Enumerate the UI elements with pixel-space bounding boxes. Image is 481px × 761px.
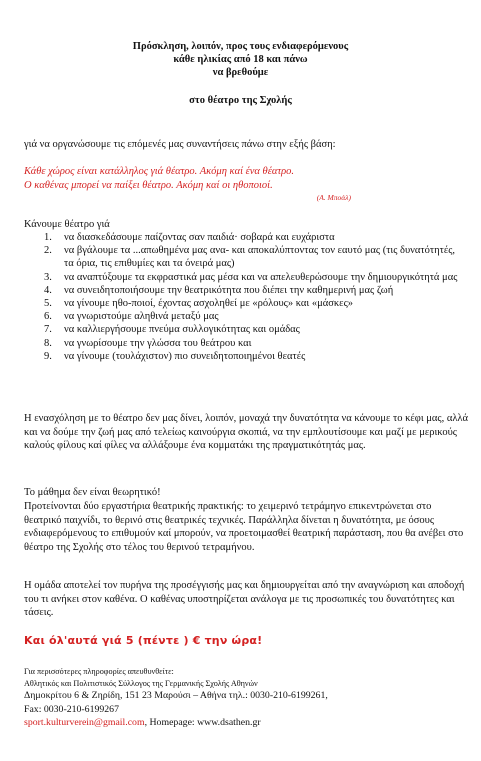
list-item-number: 8. bbox=[44, 337, 52, 349]
contact-email-line bbox=[24, 717, 470, 729]
list-item-number: 3. bbox=[44, 271, 52, 283]
list-item-text: να συνειδητοποιήσουμε την θεατρικότητα που διέπει την καθημερινή μας ζωή bbox=[64, 284, 394, 296]
list-item-text: να βγάλουμε τα ...απωθημένα μας ανα- και αποκαλύπτοντας τον εαυτό μας (τις δυνατότητές, τα όρια, τις επιθυμίες και τα όνειρά μας) bbox=[64, 245, 456, 270]
price-banner: Και όλ'αυτά γιά 5 (πέντε ) € την ώρα! bbox=[24, 634, 263, 647]
list-item bbox=[24, 297, 464, 310]
list-item bbox=[24, 337, 464, 350]
list-item-text: να καλλιεργήσουμε πνεύμα συλλογικότητας και ομάδας bbox=[64, 324, 300, 336]
list-item-number: 9. bbox=[44, 350, 52, 362]
contact-organization: Αθλητικός και Πολιτιστικός Σύλλογος της Γερμανικής Σχολής Αθηνών bbox=[24, 679, 258, 688]
list-item bbox=[24, 350, 464, 363]
list-item-text: να αναπτύξουμε τα εκφραστικά μας μέσα και να απελευθερώσουμε την δημιουργικότητά μας bbox=[64, 271, 458, 283]
list-item bbox=[24, 310, 464, 323]
paragraph-workshops: Προτείνονται δύο εργαστήρια θεατρικής πρακτικής: το χειμερινό τετράμηνο επικεντρώνεται στο θεατρικό παιχνίδι, το θερινό στις θεατρικές τεχνικές. Παράλληλα δίνεται η δυνατότητα, με όσους ενδιαφερόμενους το επιθυμούν καί μπορούν, να προετοιμασθεί θεατρική παράσταση, που θα ανέβει στο θέατρο της Σχολής στο τέλος του θερινού τετραμήνου. bbox=[24, 501, 464, 553]
list-item bbox=[24, 231, 464, 244]
list-item-text: να γίνουμε ηθο-ποιοί, έχοντας ασχοληθεί με «ρόλους» και «μάσκες» bbox=[64, 298, 354, 310]
reasons-list bbox=[24, 231, 464, 363]
homepage-text: , Homepage: www.dsathen.gr bbox=[144, 717, 261, 728]
list-item-number: 4. bbox=[44, 284, 52, 296]
list-item-text: να διασκεδάσουμε παίζοντας σαν παιδιά· σοβαρά και ευχάριστα bbox=[64, 232, 335, 243]
contact-fax: Fax: 0030-210-6199267 bbox=[24, 704, 119, 715]
quote-line-1: Κάθε χώρος είναι κατάλληλος γιά θέατρο. Ακόμη καί ένα θέατρο. bbox=[24, 166, 295, 177]
paragraph-theatre-benefits: Η ενασχόληση με το θέατρο δεν μας δίνει, λοιπόν, μοναχά την δυνατότητα να κάνουμε το κέφι μας, αλλά και να δούμε την ζωή μας από τελείως καινούργια σκοπιά, να την εμπλουτίσουμε και μαζί με μερικούς καλούς φίλους καί φίλες να αλλάξουμε ένα κομματάκι της πραγματικότητάς μας. bbox=[24, 413, 469, 451]
email-link[interactable]: sport.kulturverein@gmail.com bbox=[24, 717, 145, 728]
list-item-text: να γνωριστούμε αληθινά μεταξύ μας bbox=[64, 311, 219, 323]
list-item-number: 2. bbox=[44, 245, 52, 257]
contact-address: Δημοκρίτου 6 & Ζηρίδη, 151 23 Μαρούσι – Αθήνα τηλ.: 0030-210-6199261, bbox=[24, 690, 328, 701]
list-item bbox=[24, 323, 464, 336]
list-item-number: 6. bbox=[44, 311, 52, 323]
quote-author: (Α. Μποάλ) bbox=[316, 193, 351, 202]
contact-info-label: Για περισσότερες πληροφορίες απευθυνθείτε: bbox=[24, 667, 174, 676]
list-item-number: 5. bbox=[44, 298, 52, 310]
header-line-1: Πρόσκληση, λοιπόν, προς τους ενδιαφερόμενους bbox=[132, 41, 349, 52]
list-item bbox=[24, 284, 464, 297]
paragraph-group: Η ομάδα αποτελεί τον πυρήνα της προσέγγισής μας και δημιουργείται από την αναγνώριση και αποδοχή του τι ανήκει στον καθένα. Ο καθένας υποστηρίζεται ανάλογα με τις προσωπικές του δυνατότητες και τάσεις. bbox=[24, 580, 465, 618]
quote-line-2: Ο καθένας μπορεί να παίξει θέατρο. Ακόμη καί οι ηθοποιοί. bbox=[24, 180, 273, 191]
header-line-3: να βρεθούμε bbox=[212, 67, 269, 78]
header-line-4: στο θέατρο της Σχολής bbox=[189, 95, 292, 106]
list-item bbox=[24, 271, 464, 284]
list-item-text: να γνωρίσουμε την γλώσσα του θεάτρου και bbox=[64, 337, 252, 349]
list-item bbox=[24, 244, 464, 270]
paragraph-practical-title: Το μάθημα δεν είναι θεωρητικό! bbox=[24, 487, 161, 498]
intro-text: γιά να οργανώσουμε τις επόμενές μας συναντήσεις πάνω στην εξής βάση: bbox=[24, 139, 336, 150]
list-item-number: 7. bbox=[44, 324, 52, 336]
list-item-number: 1. bbox=[44, 232, 52, 243]
list-heading: Κάνουμε θέατρο γιά bbox=[24, 219, 110, 230]
list-item-text: να γίνουμε (τουλάχιστον) πιο συνειδητοποιημένοι θεατές bbox=[64, 350, 306, 362]
header-line-2: κάθε ηλικίας από 18 και πάνω bbox=[173, 54, 308, 65]
